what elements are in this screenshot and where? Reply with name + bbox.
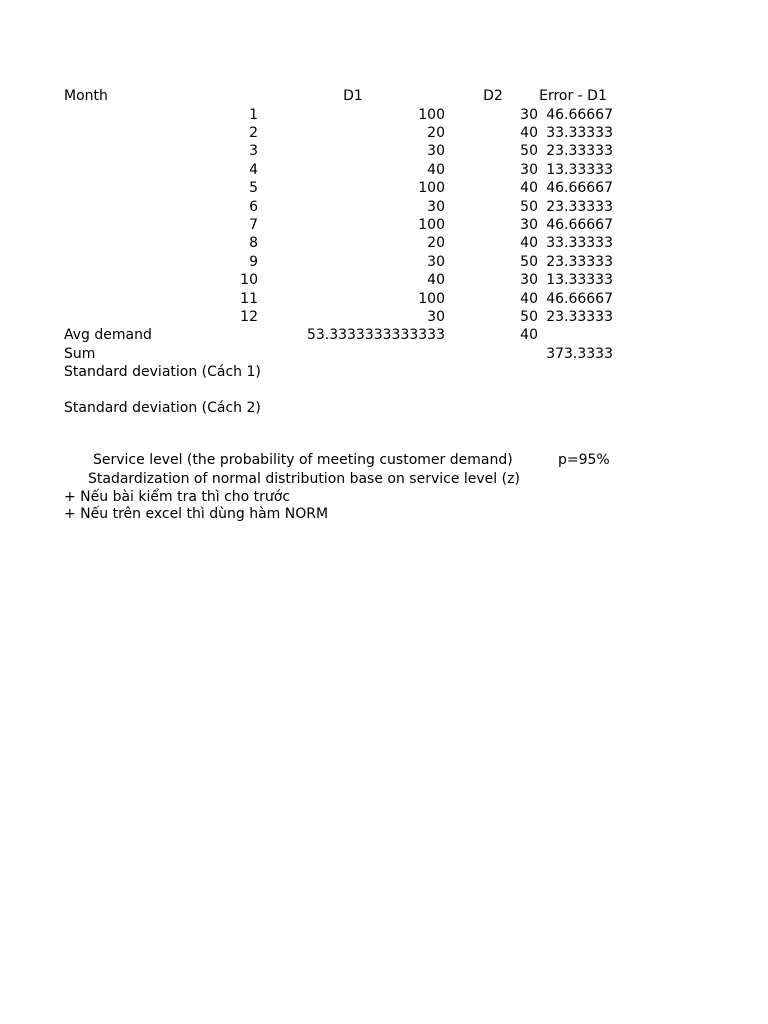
cell-d2[interactable]: 40 [520, 125, 538, 141]
cell-month[interactable]: 10 [240, 272, 258, 288]
cell-month[interactable]: 7 [249, 217, 258, 233]
avg-demand-d2[interactable]: 40 [520, 327, 538, 343]
std-dev-method-2-label[interactable]: Standard deviation (Cách 2) [64, 400, 261, 416]
cell-d2[interactable]: 50 [520, 199, 538, 215]
header-month[interactable]: Month [64, 88, 108, 104]
cell-error[interactable]: 33.33333 [546, 125, 613, 141]
note-line[interactable]: + Nếu bài kiểm tra thì cho trước [64, 489, 291, 505]
sum-label[interactable]: Sum [64, 346, 96, 362]
cell-d2[interactable]: 30 [520, 162, 538, 178]
std-dev-method-1-label[interactable]: Standard deviation (Cách 1) [64, 364, 261, 380]
cell-month[interactable]: 8 [249, 235, 258, 251]
cell-month[interactable]: 4 [249, 162, 258, 178]
cell-d2[interactable]: 50 [520, 309, 538, 325]
cell-month[interactable]: 2 [249, 125, 258, 141]
cell-d2[interactable]: 50 [520, 254, 538, 270]
cell-error[interactable]: 23.33333 [546, 254, 613, 270]
cell-d2[interactable]: 50 [520, 143, 538, 159]
cell-d2[interactable]: 40 [520, 235, 538, 251]
cell-d1[interactable]: 30 [427, 143, 445, 159]
cell-d1[interactable]: 20 [427, 235, 445, 251]
cell-error[interactable]: 46.66667 [546, 107, 613, 123]
cell-error[interactable]: 23.33333 [546, 309, 613, 325]
cell-d1[interactable]: 40 [427, 272, 445, 288]
cell-month[interactable]: 11 [240, 291, 258, 307]
service-level-value[interactable]: p=95% [558, 452, 610, 468]
cell-error[interactable]: 46.66667 [546, 291, 613, 307]
cell-month[interactable]: 6 [249, 199, 258, 215]
cell-d2[interactable]: 30 [520, 272, 538, 288]
cell-error[interactable]: 23.33333 [546, 199, 613, 215]
cell-month[interactable]: 12 [240, 309, 258, 325]
header-d2[interactable]: D2 [483, 88, 503, 104]
cell-error[interactable]: 13.33333 [546, 162, 613, 178]
header-d1[interactable]: D1 [343, 88, 363, 104]
cell-d1[interactable]: 20 [427, 125, 445, 141]
cell-d1[interactable]: 100 [418, 107, 445, 123]
cell-month[interactable]: 1 [249, 107, 258, 123]
cell-d1[interactable]: 30 [427, 254, 445, 270]
cell-d2[interactable]: 30 [520, 107, 538, 123]
cell-d1[interactable]: 30 [427, 309, 445, 325]
cell-error[interactable]: 46.66667 [546, 217, 613, 233]
cell-d2[interactable]: 40 [520, 180, 538, 196]
cell-d1[interactable]: 100 [418, 180, 445, 196]
cell-d1[interactable]: 30 [427, 199, 445, 215]
header-error[interactable]: Error - D1 [539, 88, 607, 104]
cell-month[interactable]: 5 [249, 180, 258, 196]
cell-month[interactable]: 3 [249, 143, 258, 159]
cell-d1[interactable]: 100 [418, 217, 445, 233]
cell-error[interactable]: 33.33333 [546, 235, 613, 251]
avg-demand-d1[interactable]: 53.3333333333333 [306, 327, 445, 343]
cell-d2[interactable]: 30 [520, 217, 538, 233]
note-line[interactable]: + Nếu trên excel thì dùng hàm NORM [64, 506, 329, 522]
cell-error[interactable]: 23.33333 [546, 143, 613, 159]
cell-d2[interactable]: 40 [520, 291, 538, 307]
avg-demand-label[interactable]: Avg demand [64, 327, 152, 343]
cell-error[interactable]: 46.66667 [546, 180, 613, 196]
sum-error[interactable]: 373.3333 [546, 346, 613, 362]
cell-month[interactable]: 9 [249, 254, 258, 270]
cell-error[interactable]: 13.33333 [546, 272, 613, 288]
service-level-label[interactable]: Service level (the probability of meeting customer demand) [93, 452, 513, 468]
standardization-label[interactable]: Stadardization of normal distribution base on service level (z) [88, 471, 520, 487]
cell-d1[interactable]: 40 [427, 162, 445, 178]
cell-d1[interactable]: 100 [418, 291, 445, 307]
